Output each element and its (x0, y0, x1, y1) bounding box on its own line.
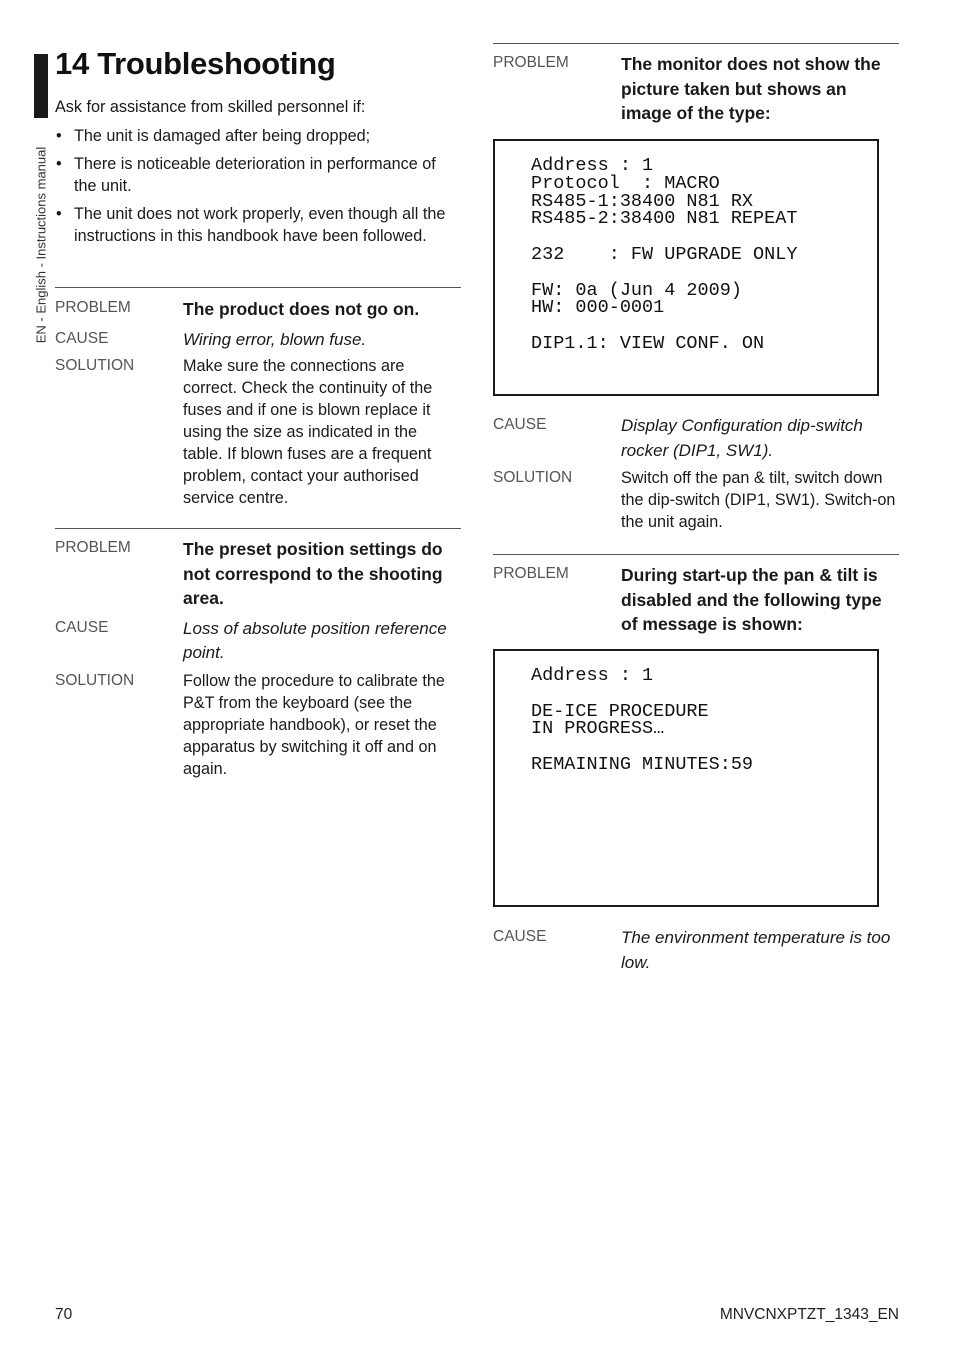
cause-text: Display Configuration dip-switch rocker (DIP1, SW1). (621, 416, 863, 460)
cause-row (493, 414, 899, 463)
solution-text: Follow the procedure to calibrate the P&T from the keyboard (see the appropriate handbook), or reset the apparatus by switching it off and on again. (183, 671, 445, 778)
cause-row (55, 328, 461, 353)
troubleshooting-entry-monitor (493, 43, 899, 126)
screen-line: Protocol : MACRO (531, 172, 720, 194)
troubleshooting-entry-deice (493, 554, 899, 637)
cause-label: CAUSE (55, 329, 109, 347)
screen-line: Address : 1 (531, 155, 654, 176)
problem-label: PROBLEM (493, 54, 569, 71)
solution-label: SOLUTION (493, 469, 573, 486)
problem-label: PROBLEM (55, 299, 131, 316)
screen-line: DIP1.1: VIEW CONF. ON (531, 332, 765, 354)
troubleshooting-entry-power (55, 287, 461, 509)
cause-text: The environment temperature is too low. (621, 928, 891, 972)
screen-line: RS485-1:38400 N81 RX (531, 190, 754, 212)
problem-row (55, 537, 461, 611)
cause-label: CAUSE (493, 928, 547, 945)
screen-line: 232 : FW UPGRADE ONLY (531, 243, 798, 265)
problem-text: The product does not go on. (183, 299, 420, 319)
solution-label: SOLUTION (55, 357, 135, 374)
solution-row (493, 467, 899, 533)
solution-text: Switch off the pan & tilt, switch down the dip-switch (DIP1, SW1). Switch-on the unit again. (621, 469, 896, 531)
intro-section (55, 97, 460, 254)
page-number: 70 (55, 1306, 73, 1323)
problem-label: PROBLEM (493, 565, 569, 582)
screen-text (531, 667, 753, 774)
solution-text: Make sure the connections are correct. Check the continuity of the fuses and if one is blown replace it using the size as indicated in the table. If blown fuses are a frequent problem, contact your authorised service centre. (183, 357, 433, 507)
sidebar-label: EN - English - Instructions manual (33, 146, 49, 344)
document-code: MNVCNXPTZT_1343_EN (719, 1306, 899, 1323)
page-title: 14 Troubleshooting (55, 46, 336, 81)
intro-bullet: • There is noticeable deterioration in performance of the unit. (55, 154, 460, 197)
intro-bullet-list (55, 126, 460, 248)
monitor-message-screen (493, 139, 879, 396)
screen-line (531, 264, 797, 282)
cause-text: Loss of absolute position reference point. (183, 618, 447, 662)
problem-text: The monitor does not show the picture taken but shows an image of the type: (621, 54, 881, 123)
deice-message-screen (493, 649, 879, 907)
screen-line: Address : 1 (531, 665, 654, 686)
screen-text (531, 157, 797, 353)
screen-line: HW: 000-0001 (531, 297, 665, 319)
problem-label: PROBLEM (55, 539, 131, 556)
screen-line: FW: 0a (Jun 4 2009) (531, 279, 742, 301)
solution-label: SOLUTION (55, 671, 135, 689)
screen-line (531, 685, 753, 703)
intro-lead: Ask for assistance from skilled personnel if: (55, 98, 366, 116)
cause-label: CAUSE (55, 618, 109, 636)
problem-text: During start-up the pan & tilt is disabled and the following type of message is shown: (621, 565, 882, 634)
section-tab-marker (34, 54, 48, 118)
screen-line: REMAINING MINUTES:59 (531, 753, 754, 775)
problem-row (493, 52, 899, 126)
troubleshooting-entry-preset (55, 528, 461, 780)
screen-line: RS485-2:38400 N81 REPEAT (531, 208, 798, 230)
solution-row (55, 355, 461, 509)
troubleshooting-entry-deice-details (493, 926, 899, 975)
cause-row (493, 926, 899, 975)
problem-text: The preset position settings do not correspond to the shooting area. (183, 539, 443, 608)
troubleshooting-entry-monitor-details (493, 414, 899, 533)
screen-line: DE-ICE PROCEDURE (531, 700, 709, 722)
screen-line: IN PROGRESS… (531, 718, 665, 740)
cause-label: CAUSE (493, 416, 547, 433)
cause-row (55, 617, 461, 666)
cause-text: Wiring error, blown fuse. (183, 329, 367, 349)
problem-row (55, 297, 461, 322)
intro-bullet: • The unit does not work properly, even though all the instructions in this handbook have been followed. (55, 204, 460, 247)
solution-row (55, 670, 461, 780)
intro-bullet: • The unit is damaged after being dropped; (55, 126, 460, 148)
problem-row (493, 563, 899, 637)
